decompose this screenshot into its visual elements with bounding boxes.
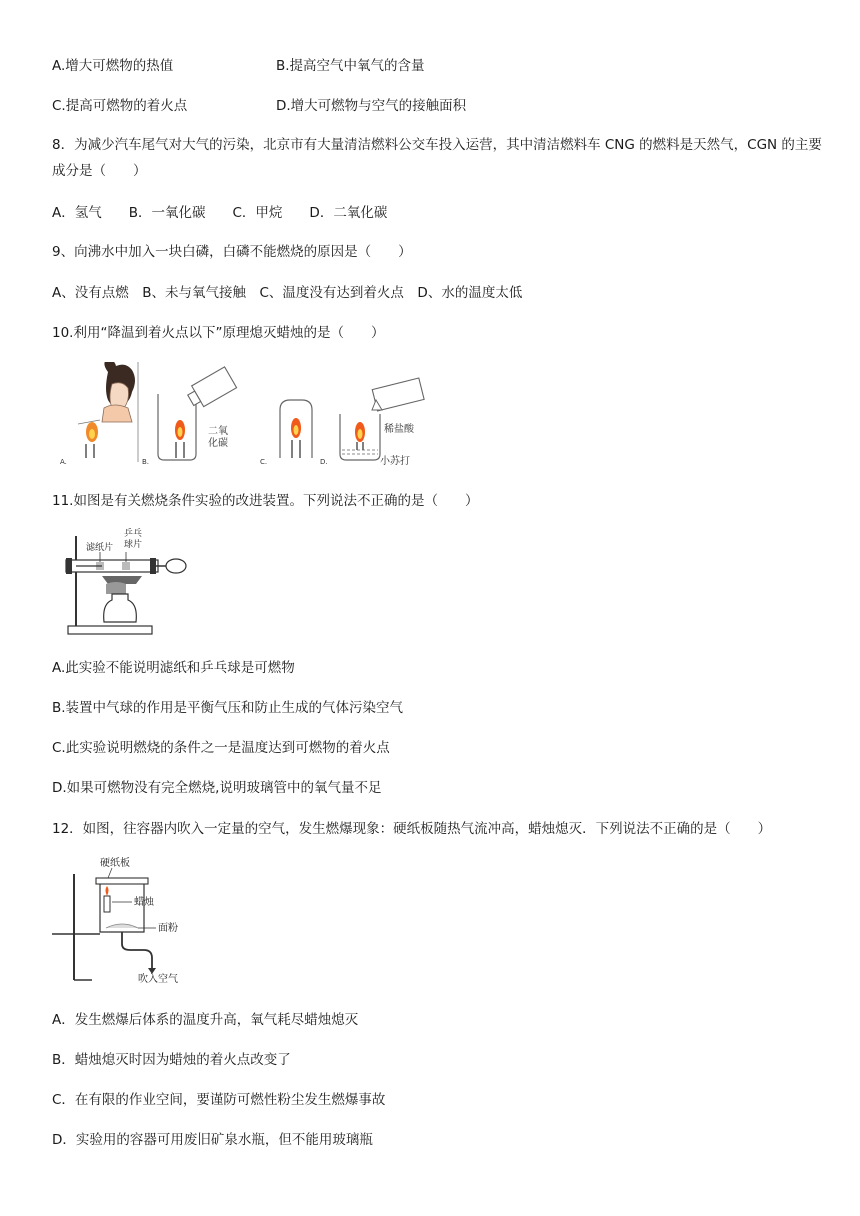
q12-figure — [52, 856, 202, 986]
q9-options: A、没有点燃 B、未与氧气接触 C、温度没有达到着火点 D、水的温度太低 — [52, 285, 523, 301]
flour-pile — [106, 924, 138, 928]
q11-figure — [62, 526, 194, 640]
co2-label-1: 二氧 — [208, 426, 228, 437]
alcohol-lamp — [104, 594, 137, 622]
cardboard — [96, 878, 148, 884]
q9-stem: 9、向沸水中加入一块白磷，白磷不能燃烧的原因是（ ） — [52, 244, 412, 260]
q11-option-b: B.装置中气球的作用是平衡气压和防止生成的气体污染空气 — [52, 700, 404, 716]
label-a: A. — [60, 458, 67, 466]
candle-flame — [106, 886, 109, 896]
q11-option-d: D.如果可燃物没有完全燃烧,说明玻璃管中的氧气量不足 — [52, 780, 382, 796]
q12-option-b: B．蜡烛熄灭时因为蜡烛的着火点改变了 — [52, 1052, 291, 1068]
q10-figure-c — [260, 400, 312, 466]
label-b: B. — [142, 458, 150, 466]
flour-label: 面粉 — [158, 923, 178, 934]
air-tube — [122, 932, 152, 972]
label-c: C. — [260, 458, 268, 466]
label-d: D. — [320, 458, 328, 466]
air-label: 吹入空气 — [138, 974, 178, 985]
balloon — [166, 559, 186, 573]
q12-option-c: C．在有限的作业空间，要谨防可燃性粉尘发生燃爆事故 — [52, 1092, 386, 1108]
hcl-bottle — [372, 378, 424, 411]
filter-label: 滤纸片 — [86, 543, 114, 553]
q12-stem: 12．如图，往容器内吹入一定量的空气，发生燃爆现象：硬纸板随热气流冲高，蜡烛熄灭．下列说法不正确的是（ ） — [52, 821, 772, 837]
q8-options: A．氢气 B．一氧化碳 C．甲烷 D．二氧化碳 — [52, 205, 388, 221]
candle — [104, 896, 110, 912]
q7-option-c: C.提高可燃物的着火点 — [52, 98, 188, 114]
q10-figure — [56, 362, 436, 468]
pingpong-piece — [122, 562, 130, 570]
girl-body — [102, 405, 132, 422]
q12-option-d: D．实验用的容器可用废旧矿泉水瓶，但不能用玻璃瓶 — [52, 1132, 373, 1148]
q12-option-a: A．发生燃爆后体系的温度升高，氧气耗尽蜡烛熄灭 — [52, 1012, 359, 1028]
flame-shield — [106, 582, 126, 594]
q7-option-b: B.提高空气中氧气的含量 — [276, 58, 425, 74]
q11-option-a: A.此实验不能说明滤纸和乒乓球是可燃物 — [52, 660, 295, 676]
q10-stem: 10.利用“降温到着火点以下”原理熄灭蜡烛的是（ ） — [52, 325, 385, 341]
q10-figure-a — [60, 362, 138, 466]
soda-label: 小苏打 — [380, 456, 410, 467]
hcl-label: 稀盐酸 — [384, 424, 414, 435]
q10-figure-d — [320, 378, 424, 467]
q11-stem: 11.如图是有关燃烧条件实验的改进装置。下列说法不正确的是（ ） — [52, 493, 479, 509]
board-label: 硬纸板 — [100, 858, 130, 869]
candle-label: 蜡烛 — [134, 897, 154, 908]
q8-stem: 8．为减少汽车尾气对大气的污染，北京市有大量清洁燃料公交车投入运营，其中清洁燃料车 CNG 的燃料是天然气，CGN 的主要成分是（ ） — [52, 137, 822, 179]
stand-base — [68, 626, 152, 634]
pingpong-label-1: 乒乓 — [124, 529, 143, 539]
pingpong-label-2: 球片 — [124, 540, 143, 550]
q7-option-a: A.增大可燃物的热值 — [52, 58, 174, 74]
co2-label-2: 化碳 — [208, 438, 228, 449]
q11-option-c: C.此实验说明燃烧的条件之一是温度达到可燃物的着火点 — [52, 740, 390, 756]
co2-bottle — [185, 367, 237, 411]
q10-figure-b — [142, 367, 237, 466]
q7-option-d: D.增大可燃物与空气的接触面积 — [276, 98, 467, 114]
